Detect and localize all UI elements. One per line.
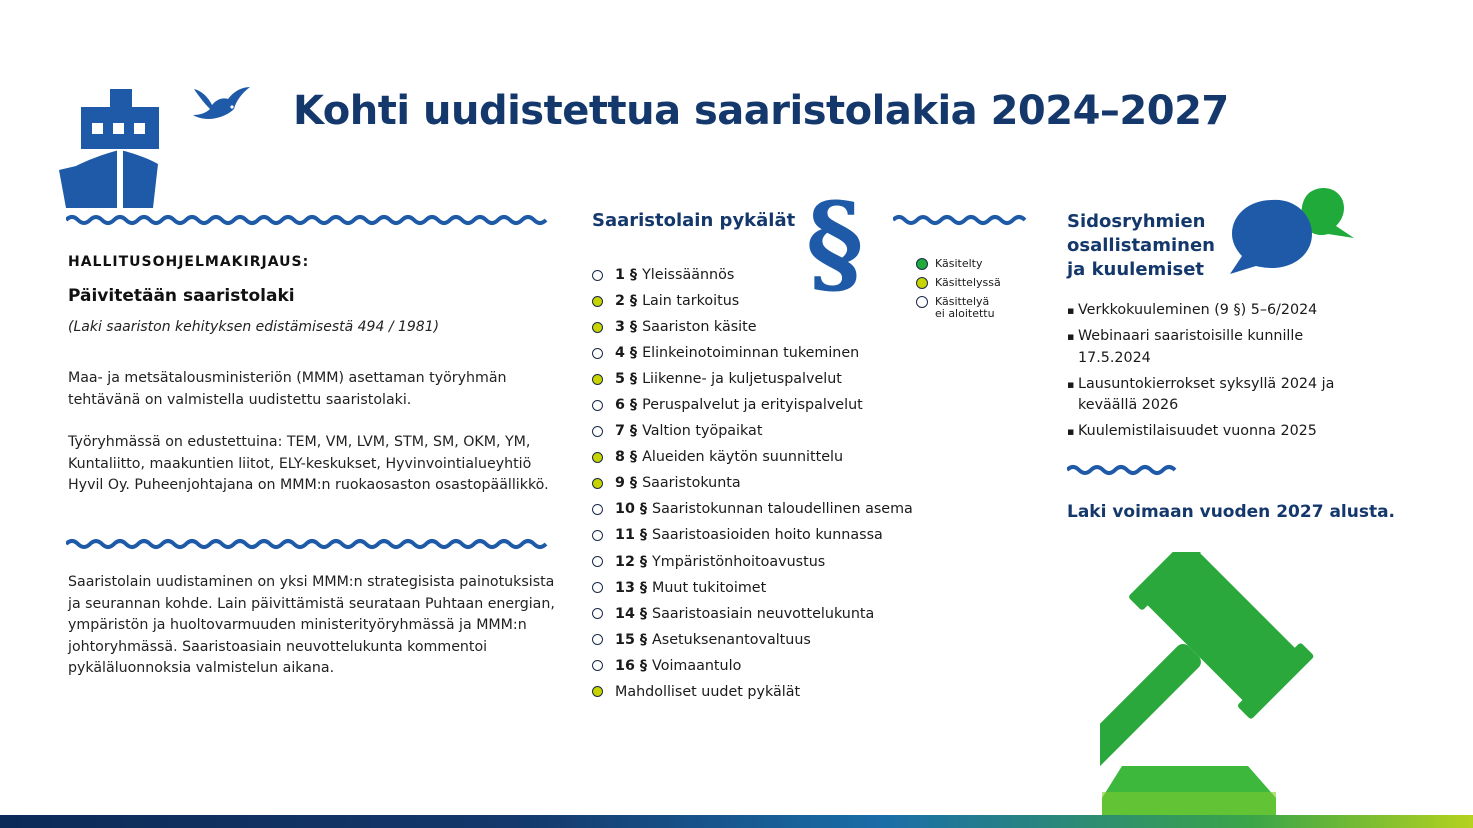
section-item xyxy=(592,418,913,444)
status-dot-icon xyxy=(592,452,603,463)
seagull-icon xyxy=(192,85,252,125)
legend-item xyxy=(916,277,1001,289)
section-label: Saaristokunnan taloudellinen asema xyxy=(652,501,913,518)
section-number: 11 § xyxy=(615,527,648,544)
status-dot-icon xyxy=(592,400,603,411)
section-item xyxy=(592,627,913,653)
status-dot-icon xyxy=(592,634,603,645)
bottom-gradient-bar xyxy=(0,815,1473,828)
status-dot-icon xyxy=(592,530,603,541)
section-number: 15 § xyxy=(615,631,648,648)
update-law-subheading: Päivitetään saaristolaki xyxy=(68,286,295,306)
wave-divider-left-top xyxy=(66,214,556,226)
section-label: Muut tukitoimet xyxy=(652,579,767,596)
status-dot-icon xyxy=(592,374,603,385)
section-label: Alueiden käytön suunnittelu xyxy=(642,449,844,466)
section-number: 14 § xyxy=(615,605,648,622)
gavel-icon xyxy=(1100,552,1390,818)
strategy-paragraph: Saaristolain uudistaminen on yksi MMM:n strategisista painotuksista ja seurannan kohde. Lain päivittämistä seurataan Puhtaan energian, ympäristön ja huoltovarmuuden ministerityöryhmässä ja MMM:n johtoryhmässä. Saaristoasiain neuvottelukunta kommentoi pykäläluonnoksia valmistelun aikana. xyxy=(68,574,555,676)
stakeholder-item: ▪ Kuulemistilaisuudet vuonna 2025 xyxy=(1067,421,1367,443)
legend-dot-icon xyxy=(916,258,928,270)
status-dot-icon xyxy=(592,608,603,619)
legend-label: Käsitelty xyxy=(935,257,983,270)
status-legend xyxy=(916,258,1001,327)
section-label: Elinkeinotoiminnan tukeminen xyxy=(642,345,860,362)
stakeholder-heading: Sidosryhmien osallistaminen ja kuulemiset xyxy=(1067,211,1215,280)
section-label: Mahdolliset uudet pykälät xyxy=(615,683,801,700)
section-number: 2 § xyxy=(615,293,638,310)
section-item xyxy=(592,340,913,366)
legend-item xyxy=(916,258,1001,270)
legend-label: Käsittelyä ei aloitettu xyxy=(935,295,995,320)
section-item xyxy=(592,314,913,340)
stakeholder-item: ▪ Webinaari saaristoisille kunnille 17.5.2024 xyxy=(1067,326,1367,369)
legend-label: Käsittelyssä xyxy=(935,276,1001,289)
section-item xyxy=(592,522,913,548)
section-item xyxy=(592,470,913,496)
section-number: 7 § xyxy=(615,423,638,440)
wave-divider-left-mid xyxy=(66,538,556,550)
section-item xyxy=(592,549,913,575)
section-number: 1 § xyxy=(615,267,638,284)
section-label: Ympäristönhoitoavustus xyxy=(652,553,826,570)
section-label: Yleissäännös xyxy=(642,267,735,284)
section-label: Peruspalvelut ja erityispalvelut xyxy=(642,397,863,414)
section-label: Saaristoasioiden hoito kunnassa xyxy=(652,527,883,544)
section-item xyxy=(592,679,913,705)
section-item xyxy=(592,575,913,601)
section-item xyxy=(592,288,913,314)
section-number: 9 § xyxy=(615,475,638,492)
status-dot-icon xyxy=(592,348,603,359)
section-number: 5 § xyxy=(615,371,638,388)
section-item xyxy=(592,496,913,522)
sections-list xyxy=(592,262,913,705)
government-programme-heading: HALLITUSOHJELMAKIRJAUS: xyxy=(68,254,310,270)
status-dot-icon xyxy=(592,582,603,593)
status-dot-icon xyxy=(592,322,603,333)
section-label: Valtion työpaikat xyxy=(642,423,763,440)
section-item xyxy=(592,601,913,627)
section-item xyxy=(592,366,913,392)
section-number: 8 § xyxy=(615,449,638,466)
section-label: Lain tarkoitus xyxy=(642,293,740,310)
section-item xyxy=(592,653,913,679)
section-number: 16 § xyxy=(615,657,648,674)
legend-item xyxy=(916,296,1001,320)
law-effective-date: Laki voimaan vuoden 2027 alusta. xyxy=(1067,502,1396,522)
section-sign-icon: § xyxy=(806,178,864,307)
status-dot-icon xyxy=(592,426,603,437)
law-reference: (Laki saariston kehityksen edistämisestä 494 / 1981) xyxy=(68,319,440,335)
section-item xyxy=(592,392,913,418)
status-dot-icon xyxy=(592,660,603,671)
legend-dot-icon xyxy=(916,296,928,308)
section-item xyxy=(592,444,913,470)
status-dot-icon xyxy=(592,270,603,281)
stakeholder-list xyxy=(1067,300,1367,447)
section-number: 12 § xyxy=(615,553,648,570)
sections-heading: Saaristolain pykälät xyxy=(592,210,796,231)
members-paragraph: Työryhmässä on edustettuina: TEM, VM, LVM, STM, SM, OKM, YM, Kuntaliitto, maakuntien liitot, ELY-keskukset, Hyvinvointialueyhtiö Hyvil Oy. Puheenjohtajana on MMM:n ruokaosaston osastopäällikkö. xyxy=(68,434,549,493)
section-label: Asetuksenantovaltuus xyxy=(652,631,811,648)
speech-bubbles-icon xyxy=(1228,186,1358,278)
section-label: Saariston käsite xyxy=(642,319,757,336)
section-label: Voimaantulo xyxy=(652,657,742,674)
stakeholder-item: ▪ Verkkokuuleminen (9 §) 5–6/2024 xyxy=(1067,300,1367,322)
section-label: Liikenne- ja kuljetuspalvelut xyxy=(642,371,842,388)
section-number: 3 § xyxy=(615,319,638,336)
section-number: 13 § xyxy=(615,579,648,596)
section-label: Saaristoasiain neuvottelukunta xyxy=(652,605,875,622)
legend-dot-icon xyxy=(916,277,928,289)
section-number: 4 § xyxy=(615,345,638,362)
status-dot-icon xyxy=(592,686,603,697)
status-dot-icon xyxy=(592,296,603,307)
section-item xyxy=(592,262,913,288)
section-label: Saaristokunta xyxy=(642,475,741,492)
section-number: 6 § xyxy=(615,397,638,414)
status-dot-icon xyxy=(592,556,603,567)
section-number: 10 § xyxy=(615,501,648,518)
stakeholder-item: ▪ Lausuntokierrokset syksyllä 2024 ja keväällä 2026 xyxy=(1067,374,1367,417)
status-dot-icon xyxy=(592,478,603,489)
status-dot-icon xyxy=(592,504,603,515)
ship-icon xyxy=(58,88,160,214)
wave-divider-right xyxy=(1067,464,1177,476)
page-title: Kohti uudistettua saaristolakia 2024–2027 xyxy=(293,88,1229,134)
working-group-paragraph: Maa- ja metsätalousministeriön (MMM) asettaman työryhmän tehtävänä on valmistella uudistettu saaristolaki. xyxy=(68,370,507,408)
wave-divider-middle xyxy=(893,214,1027,226)
